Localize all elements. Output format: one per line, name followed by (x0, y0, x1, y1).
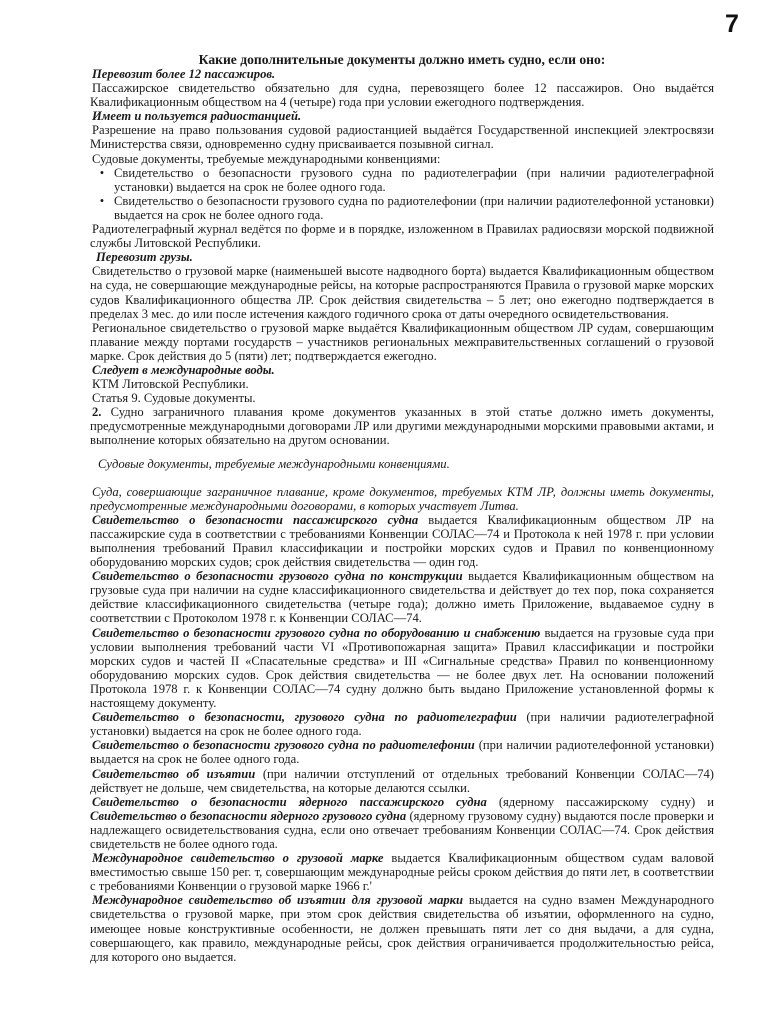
certificate-title: Международное свидетельство о грузовой марке (92, 851, 384, 866)
certificate-title: Свидетельство о безопасности грузового судна по конструкции (92, 569, 463, 584)
certificate-text: (при наличии радиотелефонной установки) выдается на срок не более одного года. (90, 738, 714, 767)
paragraph: Статья 9. Судовые документы. (92, 391, 256, 406)
paragraph: Свидетельство о грузовой марке (наименьшей высоте надводного борта) выдается Квалификационным обществом на суда, не совершающие международные рейсы, на которые распространяются Правила о грузовой марке морских судов Квалификационного общества ЛР. Срок действия свидетельства – 5 лет; оно ежегодно подтверждается в пределах 3 мес. до или после истечения каждого годичного срока от даты очередного освидетельствования. (90, 264, 714, 321)
list-item-text: Свидетельство о безопасности грузового судна по радиотелеграфии (при наличии радиотелеграфной установки) выдается на срок не более одного года. (114, 165, 714, 194)
section-heading-conventions: Судовые документы, требуемые международными конвенциями. (98, 456, 450, 471)
certificate-title: Свидетельство о безопасности грузового судна по оборудованию и снабжению (92, 625, 541, 640)
document-body (90, 52, 714, 964)
certificate-text: выдается на грузовые суда при условии выполнения требований части VI «Противопожарная защита» Правил классификации и постройки морских судов и частей II «Спасательные средства» и III «Сигнальные средства» Правил по конвенционному оборудованию морских судов. Срок действия свидетельства — не более двух лет. На основании положений Протокола 1978 г. к Конвенции СОЛАС—74 судну должно быть выдано Приложение установленной формы к настоящему документу. (90, 625, 714, 711)
page-number: 7 (725, 10, 739, 38)
certificate-text: выдается Квалификационным обществом судам валовой вместимостью свыше 150 рег. т, совершающим международные рейсы сроком действия до пяти лет, в соответствии с требованиями Конвенции о грузовой марке 1966 г.' (90, 851, 714, 894)
article-item-number: 2. (92, 405, 102, 420)
certificate-paragraph (90, 795, 714, 851)
certificate-text: (при наличии отступлений от отдельных требований Конвенции СОЛАС—74) действует не дольше, чем свидетельства, на которые делаются ссылки. (90, 766, 714, 795)
certificate-text: (ядерному грузовому судну) выдаются после проверки и надлежащего освидетельствования судна, если оно отвечает требованиям Конвенции СОЛАС—74. Срок действия свидетельств не более одного года. (90, 808, 714, 851)
paragraph: Региональное свидетельство о грузовой марке выдаётся Квалификационным обществом ЛР судам, совершающим плавание между портами государств – участников региональных межправительственных соглашений о грузовой марке. Срок действия до 5 (пяти) лет; подтверждается ежегодно. (90, 320, 714, 363)
paragraph: Судовые документы, требуемые международными конвенциями: (92, 151, 441, 166)
bullet-icon: • (99, 165, 105, 180)
certificate-title: Свидетельство о безопасности пассажирского судна (92, 512, 419, 527)
list-item (90, 194, 714, 222)
paragraph: Пассажирское свидетельство обязательно для судна, перевозящего более 12 пассажиров. Оно выдаётся Квалификационным обществом на 4 (четыре) года при условии ежегодного подтверждения. (90, 81, 714, 110)
list-item (90, 166, 714, 194)
page-title: Какие дополнительные документы должно иметь судно, если оно: (198, 52, 606, 67)
certificate-title: Свидетельство о безопасности ядерного грузового судна (90, 808, 407, 823)
certificate-text: выдается на судно взамен Международного свидетельства о грузовой марке, при этом срок действия свидетельства об изъятии, оформленного на судно, имеющее новые конструктивные особенности, не должен превышать пяти лет со дня выдачи, а для судна, совершающего, как правило, международные рейсы, срок действия ограничивается продолжительностью рейса, для которого оно выдается. (90, 893, 714, 964)
certificate-paragraph (90, 569, 714, 625)
paragraph: Разрешение на право пользования судовой радиостанцией выдаётся Государственной инспекцией электросвязи Министерства связи, одновременно судну присваивается позывной сигнал. (90, 123, 714, 152)
paragraph: КТМ Литовской Республики. (92, 377, 249, 392)
list-item-text: Свидетельство о безопасности грузового судна по радиотелефонии (при наличии радиотелефонной установки) выдается на срок не более одного года. (114, 193, 714, 222)
section-heading-radio: Имеет и пользуется радиостанцией. (92, 109, 302, 124)
certificate-paragraph (90, 738, 714, 766)
certificate-text: (при наличии радиотелеграфной установки) выдается на срок не более одного года. (90, 710, 714, 739)
certificate-title: Свидетельство о безопасности грузового судна по радиотелефонии (92, 738, 475, 753)
conventions-intro: Суда, совершающие заграничное плавание, кроме документов, требуемых КТМ ЛР, должны иметь документы, предусмотренные международными договорами, в которых участвует Литва. (90, 484, 714, 513)
paragraph (90, 405, 714, 447)
certificate-text: выдается Квалификационным обществом на грузовые суда при наличии на судне классификационного свидетельства и действует до тех пор, пока сохраняется действие классификационного свидетельства (четыре года); должно иметь Приложение, выдаваемое судну в соответствии с Протоколом 1978 г. к Конвенции СОЛАС—74. (90, 569, 714, 626)
section-heading-international: Следует в международные воды. (92, 362, 275, 377)
section-heading-passengers: Перевозит более 12 пассажиров. (92, 67, 276, 81)
paragraph: Радиотелеграфный журнал ведётся по форме и в порядке, изложенном в Правилах радиосвязи морской подвижной службы Литовской Республики. (90, 222, 714, 251)
certificate-paragraph (90, 626, 714, 711)
certificate-title: Свидетельство о безопасности ядерного пассажирского судна (92, 794, 487, 809)
bullet-icon: • (99, 193, 105, 208)
certificate-paragraph (90, 893, 714, 963)
certificate-title: Свидетельство об изъятии (92, 766, 256, 781)
certificate-paragraph (90, 710, 714, 738)
certificate-paragraph (90, 851, 714, 893)
article-item-text: Судно заграничного плавания кроме документов указанных в этой статье должно иметь документы, предусмотренные международными договорами ЛР или другими международными морскими правовыми актами, и выполнение которых обязательно на другом основании. (90, 405, 714, 448)
certificate-text: выдается Квалификационным обществом ЛР на пассажирские суда в соответствии с требованиями Конвенции СОЛАС—74 и Протокола к ней 1978 г. при условии выполнения требований Правил классификации и постройки морских судов и Правил по конвенционному оборудованию морских судов; срок действия свидетельства — один год. (90, 512, 714, 570)
certificate-paragraph (90, 767, 714, 795)
certificate-paragraph (90, 513, 714, 569)
certificate-title: Международное свидетельство об изъятии для грузовой марки (92, 893, 464, 908)
certificate-text: (ядерному пассажирскому судну) и (486, 794, 714, 809)
certificate-title: Свидетельство о безопасности, грузового судна по радиотелеграфии (92, 710, 517, 725)
section-heading-cargo: Перевозит грузы. (96, 250, 193, 265)
